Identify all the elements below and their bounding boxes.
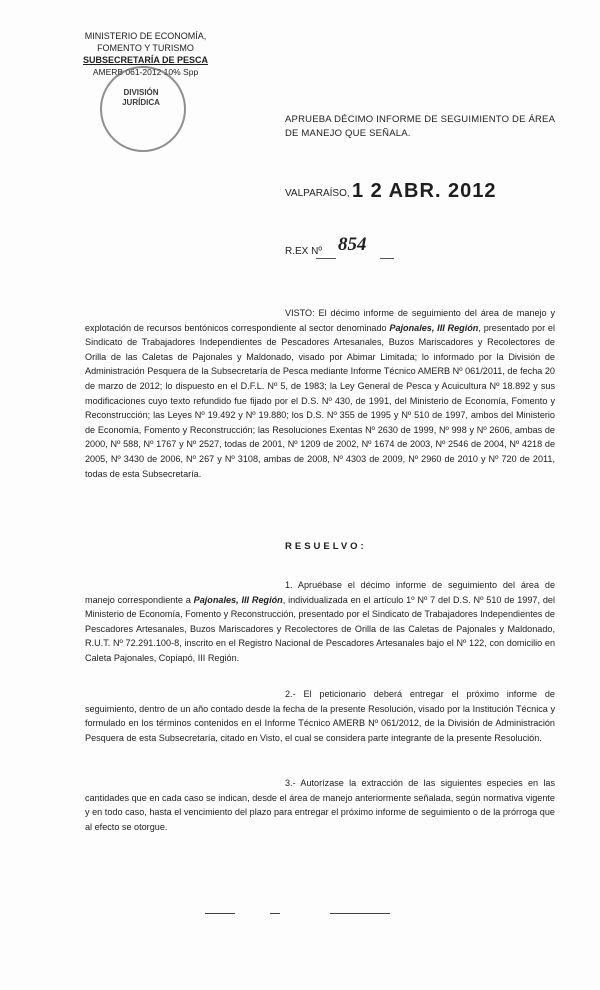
- visto-sector-name: Pajonales, III Región: [389, 322, 479, 333]
- file-reference: AMERB 061-2012 10% Spp: [92, 67, 199, 77]
- ministry-name: MINISTERIO DE ECONOMÍA,: [84, 31, 207, 41]
- rex-label: R.EX Nº: [285, 246, 322, 257]
- footer-rule-1: [205, 913, 235, 914]
- visto-paragraph: [85, 306, 555, 481]
- resolution-title: APRUEBA DÉCIMO INFORME DE SEGUIMIENTO DE ÁREA DE MANEJO QUE SEÑALA.: [285, 114, 555, 139]
- division-stamp-text: [113, 88, 169, 108]
- rex-number: 854: [338, 234, 367, 255]
- rex-underline-left: [316, 258, 336, 259]
- point-1-text-1: 1. Apruébase el décimo informe de seguimiento del área de manejo correspondiente a: [85, 580, 555, 605]
- resolution-point-1: [85, 578, 555, 666]
- point-1-sector-name: Pajonales, III Región: [193, 594, 283, 605]
- stamp-line-2: JURÍDICA: [122, 98, 160, 107]
- resolution-point-2: [85, 687, 555, 745]
- visto-text-2: , presentado por el Sindicato de Trabajadores Independientes de Pescadores Artesanales, Buzos Mariscadores y Recolectores de Orilla de las Caletas de Pajonales y Maldonado, visado por Abimar Limitada; lo informado por la División de Administración Pesquera de la Subsecretaría de Pesca mediante Informe Técnico AMERB Nº 061/2011, de fecha 20 de marzo de 2012; lo dispuesto en el D.F.L. Nº 5, de 1983; la Ley General de Pesca y Acuicultura Nº 18.892 y sus modificaciones cuyo texto refundido fue fijado por el D.S. Nº 430, de 1991, del Ministerio de Economía, Fomento y Reconstrucción; las Leyes Nº 19.492 y Nº 19.880; los D.S. Nº 355 de 1995 y Nº 510 de 1997, ambos del Ministerio de Economía, Fomento y Reconstrucción; las Resoluciones Exentas Nº 2630 de 1999, Nº 998 y Nº 2606, ambas de 2000, Nº 588, Nº 1767 y Nº 2527, todas de 2001, Nº 1209 de 2002, Nº 1674 de 2003, Nº 2546 de 2004, Nº 4218 de 2005, Nº 3430 de 2006, Nº 267 y Nº 3108, ambas de 2008, Nº 4303 de 2009, Nº 2960 de 2010 y Nº 720 de 2011, todas de esta Subsecretaría.: [85, 322, 555, 479]
- resolution-date-stamp: 1 2 ABR. 2012: [352, 180, 497, 202]
- resolution-point-3: [85, 776, 555, 834]
- visto-lead: VISTO:: [285, 308, 315, 318]
- city-label: VALPARAÍSO,: [285, 188, 350, 199]
- point-3-text: 3.- Autorízase la extracción de las siguientes especies en las cantidades que en cada caso se indican, desde el área de manejo anteriormente señalada, según normativa vigente y en todo caso, hasta el vencimiento del plazo para entregar el próximo informe de seguimiento o de la prórroga que al efecto se otorgue.: [85, 778, 555, 832]
- ministry-name-2: FOMENTO Y TURISMO: [97, 43, 194, 53]
- stamp-line-1: DIVISIÓN: [123, 88, 159, 97]
- rex-underline-right: [380, 258, 394, 259]
- visto-text-1: El décimo informe de seguimiento del área de manejo y explotación de recursos bentónicos correspondiente al sector denominado: [85, 308, 556, 333]
- division-stamp-seal: [100, 66, 186, 152]
- resuelvo-heading: RESUELVO:: [285, 541, 367, 552]
- point-2-text: 2.- El peticionario deberá entregar el próximo informe de seguimiento, dentro de un año contado desde la fecha de la presente Resolución, visado por la Institución Técnica y formulado en los términos contenidos en el Informe Técnico AMERB Nº 061/2012, de la División de Administración Pesquera de esta Subsecretaría, citado en Visto, el cual se considera parte integrante de la presente Resolución.: [85, 689, 555, 743]
- footer-rule-3: [330, 913, 390, 914]
- footer-rule-2: [270, 913, 280, 914]
- point-1-text-2: , individualizada en el artículo 1º Nº 7 del D.S. Nº 510 de 1997, del Ministerio de Economía, Fomento y Reconstrucción, presentado por el Sindicato de Trabajadores Independientes de Pescadores Artesanales, Buzos Mariscadores y Recolectores de Orilla de las Caletas de Pajonales y Maldonado, R.U.T. Nº 72.291.100-8, inscrito en el Registro Nacional de Pescadores Artesanales bajo el Nº 122, con domicilio en Caleta Pajonales, Copiapó, III Región.: [85, 594, 555, 663]
- subsecretaria-name: SUBSECRETARÍA DE PESCA: [82, 55, 208, 65]
